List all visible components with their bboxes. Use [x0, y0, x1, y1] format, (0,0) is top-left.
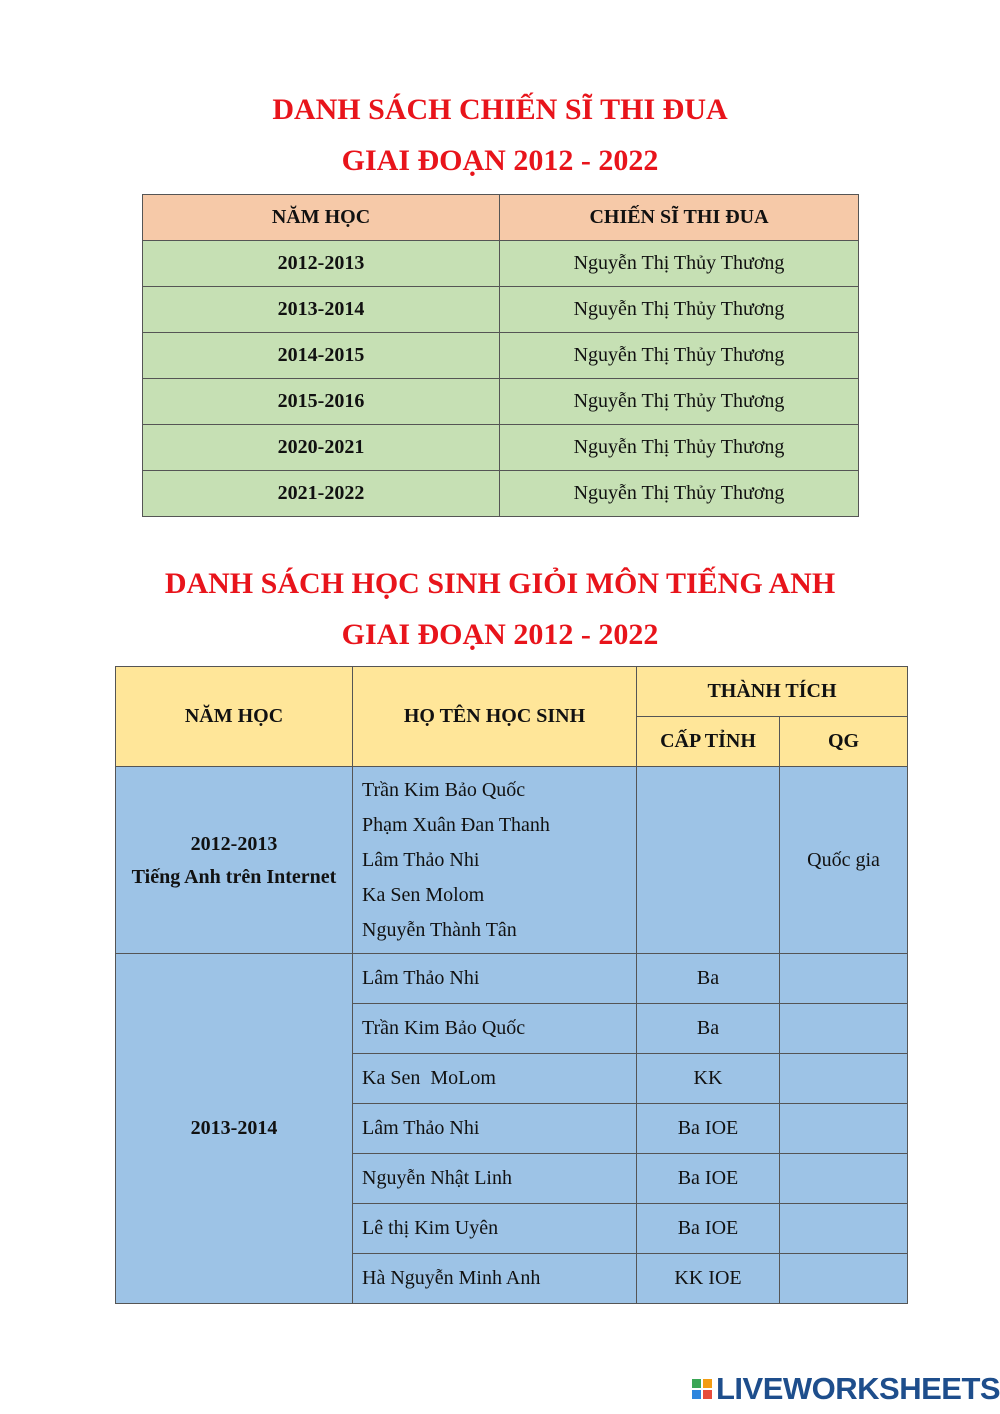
- section2-title: DANH SÁCH HỌC SINH GIỎI MÔN TIẾNG ANH: [164, 567, 836, 600]
- province-cell: Ba: [637, 954, 780, 1004]
- student-name: Phạm Xuân Đan Thanh: [362, 813, 550, 836]
- section1-title: DANH SÁCH CHIẾN SĨ THI ĐUA: [272, 93, 728, 126]
- student-name: Trần Kim Bảo Quốc: [353, 1004, 637, 1054]
- name-cell: Nguyễn Thị Thủy Thương: [500, 287, 859, 333]
- national-cell: [780, 1154, 908, 1204]
- name-cell: Nguyễn Thị Thủy Thương: [500, 471, 859, 517]
- section1-subtitle: GIAI ĐOẠN 2012 - 2022: [341, 144, 659, 177]
- table-row: [143, 287, 859, 333]
- national-cell: [780, 1104, 908, 1154]
- table-header-row: [143, 195, 859, 241]
- year-cell: 2015-2016: [143, 379, 500, 425]
- competition-soldier-table: [142, 194, 859, 517]
- header-school-year: NĂM HỌC: [116, 667, 353, 767]
- table-row: [143, 379, 859, 425]
- name-cell: Nguyễn Thị Thủy Thương: [500, 333, 859, 379]
- contest-label: Tiếng Anh trên Internet: [131, 865, 337, 888]
- table-row: [116, 954, 908, 1004]
- name-cell: Nguyễn Thị Thủy Thương: [500, 379, 859, 425]
- year-cell: 2012-2013: [143, 241, 500, 287]
- province-cell: [637, 767, 780, 954]
- table-row: [143, 241, 859, 287]
- student-name: Lê thị Kim Uyên: [353, 1204, 637, 1254]
- name-cell: Nguyễn Thị Thủy Thương: [500, 425, 859, 471]
- student-name: Nguyễn Nhật Linh: [353, 1154, 637, 1204]
- national-cell: [780, 1204, 908, 1254]
- student-name: Ka Sen Molom: [362, 883, 485, 906]
- province-cell: Ba: [637, 1004, 780, 1054]
- year-cell: 2014-2015: [143, 333, 500, 379]
- province-cell: KK: [637, 1054, 780, 1104]
- table-row: [143, 471, 859, 517]
- section2-subtitle: GIAI ĐOẠN 2012 - 2022: [341, 618, 659, 651]
- national-cell: [780, 1254, 908, 1304]
- header-province-level: CẤP TỈNH: [637, 717, 780, 767]
- province-cell: Ba IOE: [637, 1204, 780, 1254]
- name-cell: Nguyễn Thị Thủy Thương: [500, 241, 859, 287]
- student-name: Lâm Thảo Nhi: [353, 1104, 637, 1154]
- student-name: Ka Sen MoLom: [353, 1054, 637, 1104]
- header-school-year: NĂM HỌC: [143, 195, 500, 241]
- student-list-cell: [353, 767, 637, 954]
- student-name: Nguyễn Thành Tân: [362, 918, 517, 941]
- header-achievement: THÀNH TÍCH: [637, 667, 908, 717]
- table-row: [143, 333, 859, 379]
- liveworksheets-logo[interactable]: [692, 1371, 1000, 1407]
- student-name: Lâm Thảo Nhi: [362, 848, 480, 871]
- year-cell: 2013-2014: [143, 287, 500, 333]
- student-name: Trần Kim Bảo Quốc: [362, 778, 526, 801]
- logo-mark-icon: [692, 1379, 712, 1399]
- student-name: Hà Nguyễn Minh Anh: [353, 1254, 637, 1304]
- province-cell: Ba IOE: [637, 1104, 780, 1154]
- student-name: Lâm Thảo Nhi: [353, 954, 637, 1004]
- header-national: QG: [780, 717, 908, 767]
- table-header-row: [116, 667, 908, 717]
- year-label: 2012-2013: [190, 832, 278, 855]
- logo-text: LIVEWORKSHEETS: [716, 1371, 1000, 1406]
- header-student-name: HỌ TÊN HỌC SINH: [353, 667, 637, 767]
- table-row: [116, 767, 908, 954]
- province-cell: KK IOE: [637, 1254, 780, 1304]
- national-cell: [780, 954, 908, 1004]
- year-cell: 2020-2021: [143, 425, 500, 471]
- year-cell: 2021-2022: [143, 471, 500, 517]
- header-soldier: CHIẾN SĨ THI ĐUA: [500, 195, 859, 241]
- year-cell: 2013-2014: [116, 954, 353, 1304]
- national-cell: [780, 1004, 908, 1054]
- national-cell: Quốc gia: [780, 767, 908, 954]
- province-cell: Ba IOE: [637, 1154, 780, 1204]
- table-row: [143, 425, 859, 471]
- gifted-students-table: [115, 666, 908, 1304]
- national-cell: [780, 1054, 908, 1104]
- year-cell: [116, 767, 353, 954]
